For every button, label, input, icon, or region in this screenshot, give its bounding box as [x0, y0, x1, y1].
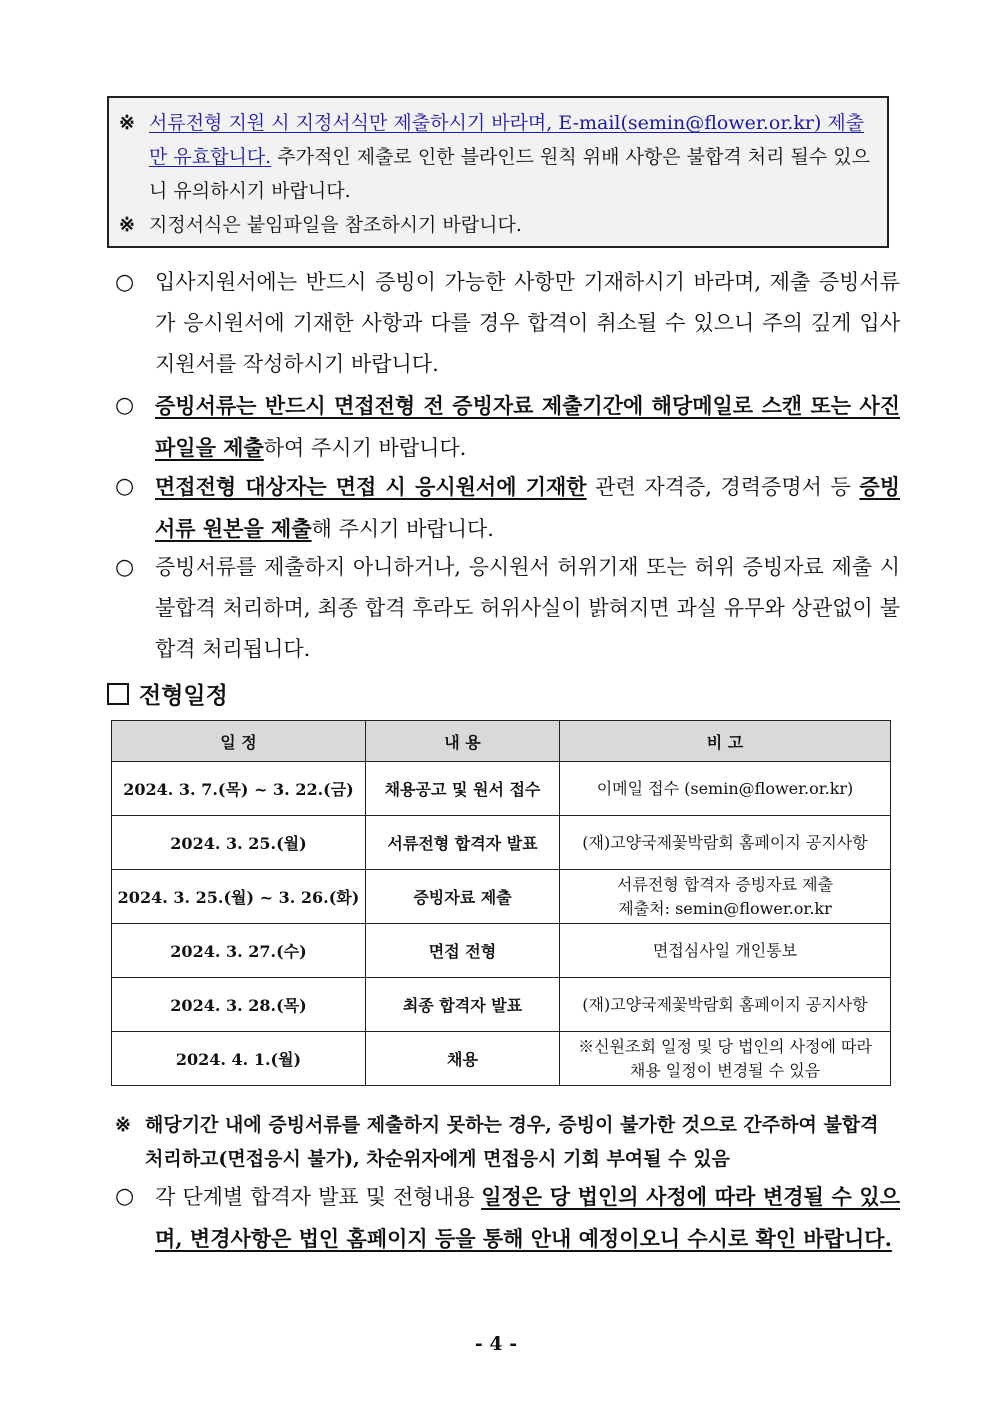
note-cell: (재)고양국제꽃박람회 홈페이지 공지사항	[560, 978, 891, 1032]
table-row	[112, 1032, 891, 1086]
bullet-2	[115, 385, 900, 469]
task-cell: 서류전형 합격자 발표	[366, 816, 560, 870]
date-cell: 2024. 3. 7.(목) ~ 3. 22.(금)	[112, 762, 366, 816]
table-row	[112, 762, 891, 816]
date-cell: 2024. 3. 28.(목)	[112, 978, 366, 1032]
task-cell: 채용공고 및 원서 접수	[366, 762, 560, 816]
page-number: - 4 -	[474, 1333, 518, 1355]
footnote	[115, 1108, 900, 1176]
column-header: 일 정	[112, 721, 366, 762]
bullet-1	[115, 262, 900, 385]
bullet-2-text: 증빙서류는 반드시 면접전형 전 증빙자료 제출기간에 해당메일로 스캔 또는 사진파일을 제출하여 주시기 바랍니다.	[155, 393, 900, 460]
table-row	[112, 978, 891, 1032]
table-row	[112, 816, 891, 870]
date-cell: 2024. 4. 1.(월)	[112, 1032, 366, 1086]
notice-text-2: 지정서식은 붙임파일을 참조하시기 바랍니다.	[149, 214, 522, 236]
date-cell: 2024. 3. 27.(수)	[112, 924, 366, 978]
reference-mark: ※	[115, 1114, 131, 1136]
notice-rest: 추가적인 제출로 인한 블라인드 원칙 위배 사항은 불합격 처리 될수 있으니 유의하시기 바랍니다.	[149, 146, 870, 202]
reference-mark: ※	[119, 112, 135, 134]
reference-mark: ※	[119, 214, 135, 236]
task-cell: 증빙자료 제출	[366, 870, 560, 924]
circle-bullet-icon: ○	[115, 555, 135, 580]
table-header-row	[112, 721, 891, 762]
note-cell: ※신원조회 일정 및 당 법인의 사정에 따라 채용 일정이 변경될 수 있음	[560, 1032, 891, 1086]
note-cell: 면접심사일 개인통보	[560, 924, 891, 978]
bullet-1-text: 입사지원서에는 반드시 증빙이 가능한 사항만 기재하시기 바라며, 제출 증빙서류가 응시원서에 기재한 사항과 다를 경우 합격이 취소될 수 있으니 주의 깊게 입사지원서를 작성하시기 바랍니다.	[155, 270, 900, 376]
date-cell: 2024. 3. 25.(월)	[112, 816, 366, 870]
bullet-3-text: 면접전형 대상자는 면접 시 응시원서에 기재한 관련 자격증, 경력증명서 등 증빙서류 원본을 제출해 주시기 바랍니다.	[155, 474, 900, 541]
circle-bullet-icon: ○	[115, 270, 135, 295]
circle-bullet-icon: ○	[115, 1184, 135, 1209]
date-cell: 2024. 3. 25.(월) ~ 3. 26.(화)	[112, 870, 366, 924]
task-cell: 면접 전형	[366, 924, 560, 978]
circle-bullet-icon: ○	[115, 393, 135, 418]
final-bullet	[115, 1176, 900, 1260]
bullet-3	[115, 466, 900, 550]
footnote-text: 해당기간 내에 증빙서류를 제출하지 못하는 경우, 증빙이 불가한 것으로 간주하여 불합격 처리하고(면접응시 불가), 차순위자에게 면접응시 기회 부여될 수 있음	[145, 1114, 879, 1170]
notice-highlight: 서류전형 지원 시 지정서식만 제출하시기 바라며, E-mail(semin@flower.or.kr) 제출만 유효합니다.	[149, 112, 865, 168]
column-header: 내 용	[366, 721, 560, 762]
final-bullet-text: 각 단계별 합격자 발표 및 전형내용 일정은 당 법인의 사정에 따라 변경될 수 있으며, 변경사항은 법인 홈페이지 등을 통해 안내 예정이오니 수시로 확인 바랍니다.	[155, 1184, 900, 1251]
section-title: 전형일정	[139, 682, 228, 709]
table-row	[112, 870, 891, 924]
table-row	[112, 924, 891, 978]
note-cell: 이메일 접수 (semin@flower.or.kr)	[560, 762, 891, 816]
bullet-4	[115, 547, 900, 670]
bullet-4-text: 증빙서류를 제출하지 아니하거나, 응시원서 허위기재 또는 허위 증빙자료 제출 시 불합격 처리하며, 최종 합격 후라도 허위사실이 밝혀지면 과실 유무와 상관없이 불합격 처리됩니다.	[155, 555, 900, 661]
column-header: 비 고	[560, 721, 891, 762]
circle-bullet-icon: ○	[115, 474, 135, 499]
section-heading	[107, 677, 228, 710]
task-cell: 채용	[366, 1032, 560, 1086]
checkbox-square-icon	[107, 683, 129, 705]
note-cell: (재)고양국제꽃박람회 홈페이지 공지사항	[560, 816, 891, 870]
task-cell: 최종 합격자 발표	[366, 978, 560, 1032]
notice-box	[107, 96, 889, 248]
note-cell: 서류전형 합격자 증빙자료 제출 제출처: semin@flower.or.kr	[560, 870, 891, 924]
schedule-table	[111, 720, 891, 1086]
notice-text-1	[149, 106, 877, 208]
